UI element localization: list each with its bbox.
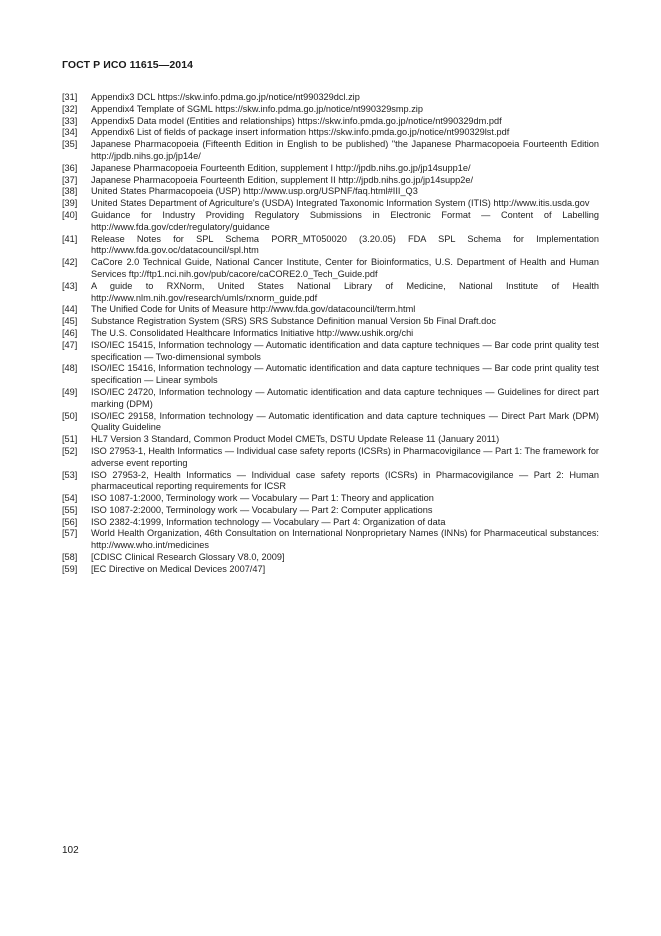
reference-number: [49] [62,386,78,397]
reference-text: ISO/IEC 15415, Information technology — Automatic identification and data capture techniques — Bar code print quality test specification — Two-dimensional symbols [91,339,599,362]
reference-text: CaCore 2.0 Technical Guide, National Cancer Institute, Center for Bioinformatics, U.S. Department of Health and Human Services ftp://ftp1.nci.nih.gov/pub/cacore/caCORE2.0_Tech_Guide.pdf [91,257,599,279]
bibliography-entry [62,411,599,435]
reference-text: The U.S. Consolidated Healthcare Informatics Initiative http://www.ushik.org/chi [91,327,414,338]
reference-text: ISO 1087-1:2000, Terminology work — Vocabulary — Part 1: Theory and application [91,493,434,504]
reference-number: [57] [62,528,78,539]
bibliography-entry [62,92,599,104]
bibliography-entry [62,127,599,139]
bibliography-entry [62,175,599,187]
bibliography-entry [62,104,599,116]
reference-number: [48] [62,363,78,374]
reference-number: [42] [62,257,78,268]
bibliography-entry [62,281,599,305]
reference-number: [55] [62,504,78,515]
reference-text: HL7 Version 3 Standard, Common Product Model CMETs, DSTU Update Release 11 (January 2011) [91,434,500,445]
bibliography-entry [62,470,599,494]
bibliography-entry [62,116,599,128]
bibliography-entry [62,505,599,517]
reference-text: Japanese Pharmacopoeia (Fifteenth Edition in English to be published) "the Japanese Pharmacopoeia Fourteenth Edition http://jpdb.nihs.go.jp/jp14e/ [91,139,599,161]
reference-number: [43] [62,280,78,291]
reference-text: Appendix5 Data model (Entities and relationships) https://skw.info.pmda.go.jp/notice/nt990329dm.pdf [91,115,502,126]
reference-text: [CDISC Clinical Research Glossary V8.0, 2009] [91,552,285,563]
bibliography-entry [62,198,599,210]
reference-text: Japanese Pharmacopoeia Fourteenth Edition, supplement I http://jpdb.nihs.go.jp/jp14supp1e/ [91,162,471,173]
page-header-title: ГОСТ Р ИСО 11615—2014 [62,59,194,71]
reference-text: United States Pharmacopoeia (USP) http://www.usp.org/USPNF/faq.html#III_Q3 [91,186,418,197]
reference-number: [54] [62,493,78,504]
bibliography-entry [62,363,599,387]
reference-number: [46] [62,327,78,338]
reference-number: [53] [62,469,78,480]
reference-number: [39] [62,198,78,209]
bibliography-entry [62,340,599,364]
reference-text: Substance Registration System (SRS) SRS Substance Definition manual Version 5b Final Draft.doc [91,316,496,327]
reference-number: [45] [62,316,78,327]
reference-number: [34] [62,127,78,138]
reference-number: [44] [62,304,78,315]
reference-text: ISO 27953-2, Health Informatics — Individual case safety reports (ICSRs) in Pharmacovigilance — Part 2: Human pharmaceutical reporting requirements for ICSR [91,469,599,492]
reference-text: ISO 27953-1, Health Informatics — Individual case safety reports (ICSRs) in Pharmacovigilance — Part 1: The framework for adverse event reporting [91,445,599,468]
reference-number: [35] [62,139,78,150]
reference-number: [33] [62,115,78,126]
bibliography-entry [62,387,599,411]
page-number: 102 [62,845,79,856]
bibliography-entry [62,528,599,552]
reference-text: ISO 1087-2:2000, Terminology work — Vocabulary — Part 2: Computer applications [91,504,433,515]
bibliography-list [62,92,599,576]
reference-text: Appendix3 DCL https://skw.info.pdma.go.jp/notice/nt990329dcl.zip [91,92,360,102]
reference-text: Appendix6 List of fields of package insert information https://skw.info.pmda.go.jp/notice/nt990329lst.pdf [91,127,510,138]
reference-text: Japanese Pharmacopoeia Fourteenth Edition, supplement II http://jpdb.nihs.go.jp/jp14supp2e/ [91,174,474,185]
bibliography-entry [62,316,599,328]
bibliography-entry [62,552,599,564]
reference-number: [37] [62,174,78,185]
bibliography-entry [62,234,599,258]
reference-number: [51] [62,434,78,445]
reference-number: [52] [62,445,78,456]
bibliography-entry [62,328,599,340]
bibliography-entry [62,434,599,446]
bibliography-entry [62,304,599,316]
reference-text: Guidance for Industry Providing Regulatory Submissions in Electronic Format — Content of Labelling http://www.fda.gov/cder/regulatory/guidance [91,209,599,232]
reference-number: [56] [62,516,78,527]
bibliography-entry [62,446,599,470]
bibliography-entry [62,210,599,234]
reference-number: [58] [62,552,78,563]
bibliography-entry [62,139,599,163]
reference-number: [38] [62,186,78,197]
reference-number: [50] [62,410,78,421]
reference-text: ISO 2382-4:1999, Information technology — Vocabulary — Part 4: Organization of data [91,516,446,527]
reference-number: [41] [62,233,78,244]
reference-text: Appendix4 Template of SGML https://skw.info.pdma.go.jp/notice/nt990329smp.zip [91,103,423,114]
reference-number: [59] [62,563,78,574]
reference-number: [31] [62,92,78,102]
bibliography-entry [62,186,599,198]
reference-text: The Unified Code for Units of Measure http://www.fda.gov/datacouncil/term.html [91,304,416,315]
reference-text: World Health Organization, 46th Consultation on International Nonproprietary Names (INNs) for Pharmaceutical substances: http://www.who.int/medicines [91,528,599,551]
bibliography-entry [62,257,599,281]
reference-text: United States Department of Agriculture's (USDA) Integrated Taxonomic Information System (ITIS) http://www.itis.usda.gov [91,198,590,209]
reference-text: A guide to RXNorm, United States National Library of Medicine, National Institute of Health http://www.nlm.nih.gov/research/umls/rxnorm_guide.pdf [91,280,599,303]
bibliography-entry [62,517,599,529]
reference-number: [40] [62,209,78,220]
bibliography-entry [62,493,599,505]
reference-text: ISO/IEC 29158, Information technology — Automatic identification and data capture techniques — Direct Part Mark (DPM) Quality Guideline [91,410,599,433]
reference-number: [47] [62,339,78,350]
bibliography-entry [62,163,599,175]
reference-text: Release Notes for SPL Schema PORR_MT050020 (3.20.05) FDA SPL Schema for Implementation http://www.fda.gov.oc/datacouncil/spl.htm [91,233,599,256]
reference-number: [36] [62,162,78,173]
reference-text: ISO/IEC 24720, Information technology — Automatic identification and data capture techniques — Guidelines for direct part marking (DPM) [91,386,599,409]
reference-text: [EC Directive on Medical Devices 2007/47] [91,563,266,574]
bibliography-entry [62,564,599,576]
reference-number: [32] [62,103,78,114]
reference-text: ISO/IEC 15416, Information technology — Automatic identification and data capture techniques — Bar code print quality test specification — Linear symbols [91,363,599,386]
